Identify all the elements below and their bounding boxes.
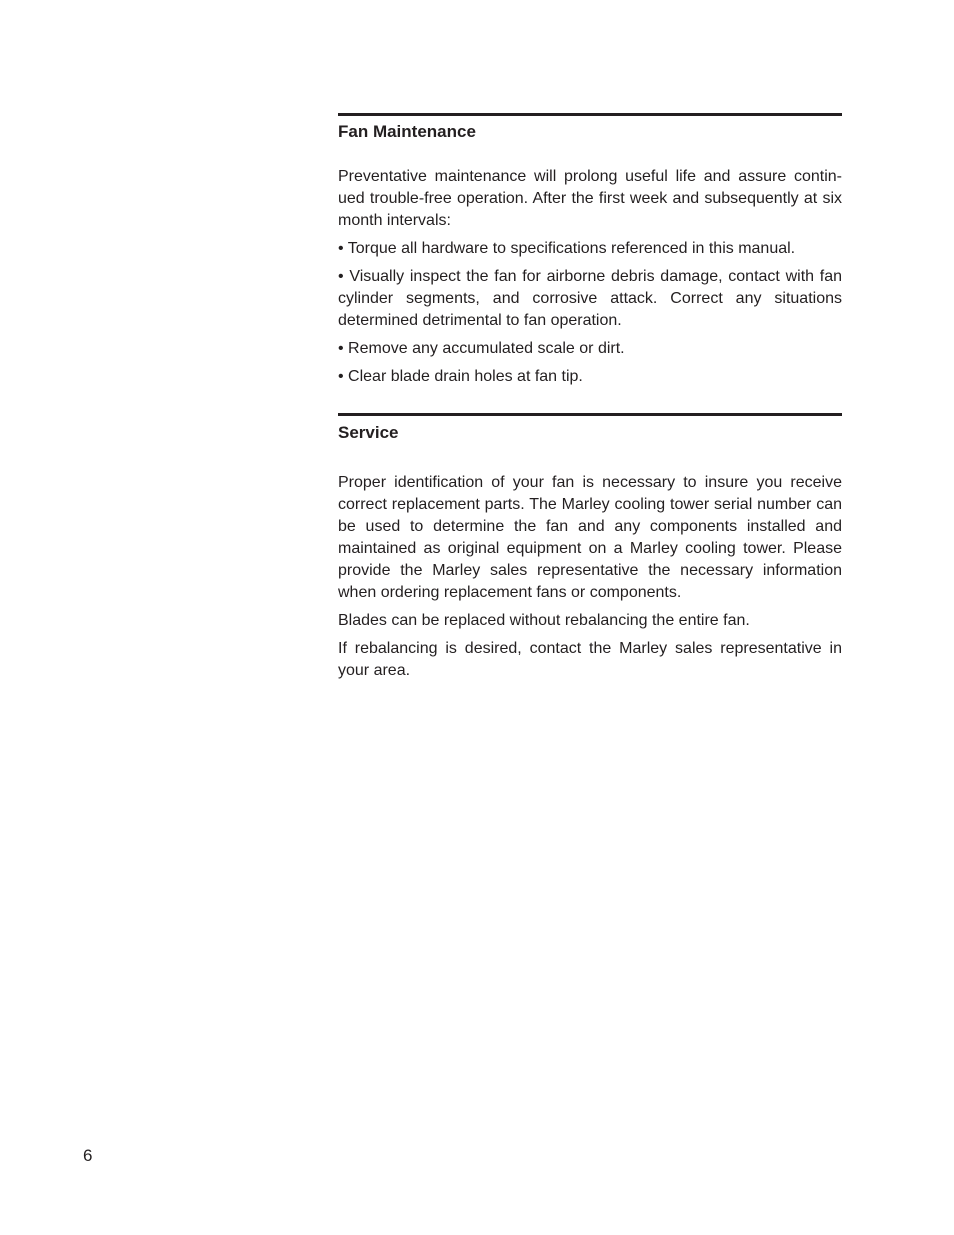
service-section [338,413,842,682]
paragraph-rebalancing: If rebalancing is desired, contact the Marley sales representative in your area. [338,640,842,679]
bullet-remove-scale: • Remove any accumulated scale or dirt. [338,340,625,357]
section-heading: Service [338,423,399,442]
bullet-clear-drain-holes: • Clear blade drain holes at fan tip. [338,368,583,385]
paragraph-identification: Proper identification of your fan is necessary to insure you receive correct replacement parts. The Marley cooling tower serial number can be used to determine the fan and any components installed and maintained as original equipment on a Marley cooling tower. Please provide the Marley sales representative the necessary information when ordering replacement fans or components. [338,474,842,601]
bullet-inspect-fan: • Visually inspect the fan for airborne debris damage, contact with fan cylinder segments, and corrosive attack. Correct any situations determined detrimental to fan operation. [338,268,842,329]
paragraph-intro: Preventative maintenance will prolong useful life and assure contin-ued trouble-free operation. After the first week and subsequently at six month intervals: [338,168,842,229]
paragraph-blades-replaced: Blades can be replaced without rebalancing the entire fan. [338,612,750,629]
page-number: 6 [83,1146,93,1165]
section-body [338,166,842,388]
section-heading: Fan Maintenance [338,122,476,141]
section-rule [338,113,842,116]
section-rule [338,413,842,416]
fan-maintenance-section [338,113,842,388]
bullet-torque-hardware: • Torque all hardware to specifications referenced in this manual. [338,240,796,257]
section-body [338,472,842,682]
